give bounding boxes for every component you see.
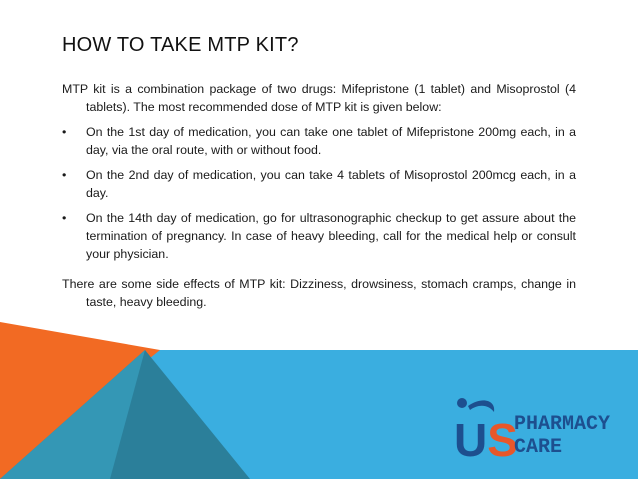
slide-body: [62, 80, 576, 318]
logo-head-icon: [457, 398, 467, 408]
us-pharmacy-care-logo: [452, 394, 622, 460]
logo-line-1: PHARMACY: [514, 413, 611, 436]
side-effects-paragraph: There are some side effects of MTP kit: Dizziness, drowsiness, stomach cramps, change in taste, heavy bleeding.: [62, 277, 576, 309]
logo-line-2: CARE: [514, 436, 563, 459]
bullet-item-day-2: [62, 166, 576, 202]
bullet-item-day-1: [62, 123, 576, 159]
bullet-icon: •: [62, 125, 67, 139]
bullet-text: On the 1st day of medication, you can take one tablet of Mifepristone 200mg each, in a day, via the oral route, with or without food.: [86, 125, 576, 157]
bullet-text: On the 14th day of medication, go for ultrasonographic checkup to get assure about the termination of pregnancy. In case of heavy bleeding, call for the medical help or consult your physician.: [86, 211, 576, 261]
dosage-bullet-list: [62, 123, 576, 263]
logo-swoosh-icon: [468, 400, 494, 412]
slide-title: HOW TO TAKE MTP KIT?: [62, 34, 299, 56]
bullet-text: On the 2nd day of medication, you can take 4 tablets of Misoprostol 200mcg each, in a day.: [86, 168, 576, 200]
bullet-item-day-14: [62, 209, 576, 263]
bullet-icon: •: [62, 211, 67, 225]
logo-letter-u: US: [454, 414, 518, 460]
bullet-icon: •: [62, 168, 67, 182]
intro-paragraph: MTP kit is a combination package of two drugs: Mifepristone (1 tablet) and Misoprostol (4 tablets). The most recommended dose of MTP kit is given below:: [62, 82, 576, 114]
